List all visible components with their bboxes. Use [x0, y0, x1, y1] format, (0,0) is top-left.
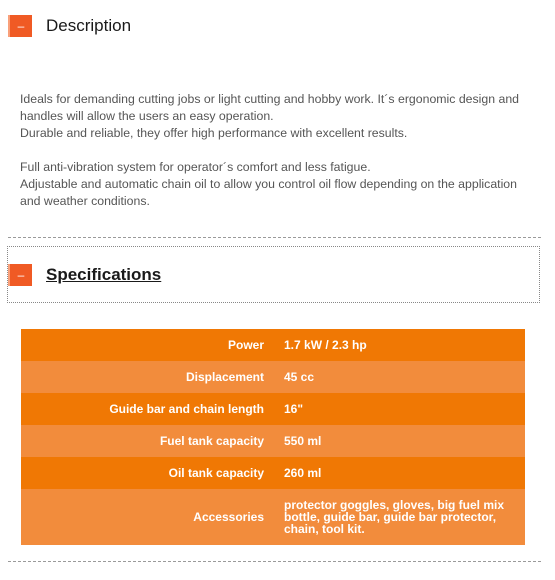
specifications-table [21, 329, 525, 545]
description-header[interactable] [10, 15, 131, 37]
description-paragraph: Adjustable and automatic chain oil to allow you control oil flow depending on the application and weather conditions. [20, 177, 517, 208]
spec-label: Oil tank capacity [21, 457, 284, 489]
collapse-icon[interactable]: – [10, 264, 32, 286]
table-row [21, 361, 525, 393]
spec-value: 45 cc [284, 361, 525, 393]
spec-label: Fuel tank capacity [21, 425, 284, 457]
table-row [21, 489, 525, 545]
description-paragraph: Full anti-vibration system for operator´s comfort and less fatigue. [20, 160, 371, 174]
specifications-header[interactable] [10, 264, 161, 286]
spec-value: 550 ml [284, 425, 525, 457]
collapse-icon[interactable]: – [10, 15, 32, 37]
table-row [21, 329, 525, 361]
description-paragraph: Durable and reliable, they offer high performance with excellent results. [20, 126, 408, 140]
specifications-title[interactable]: Specifications [46, 265, 162, 284]
spec-label: Guide bar and chain length [21, 393, 284, 425]
spec-value: protector goggles, gloves, big fuel mix bottle, guide bar, guide bar protector, chain, tool kit. [284, 489, 525, 545]
spec-value: 1.7 kW / 2.3 hp [284, 329, 525, 361]
divider [8, 561, 541, 562]
table-row [21, 425, 525, 457]
description-title[interactable]: Description [46, 16, 132, 35]
spec-value: 16" [284, 393, 525, 425]
spec-label: Power [21, 329, 284, 361]
description-paragraph: Ideals for demanding cutting jobs or light cutting and hobby work. It´s ergonomic design and handles will allow the users an easy operation. [20, 92, 519, 123]
description-body [20, 91, 520, 210]
table-row [21, 457, 525, 489]
divider [8, 237, 541, 238]
spec-value: 260 ml [284, 457, 525, 489]
spec-label: Accessories [21, 489, 284, 545]
table-row [21, 393, 525, 425]
spec-label: Displacement [21, 361, 284, 393]
